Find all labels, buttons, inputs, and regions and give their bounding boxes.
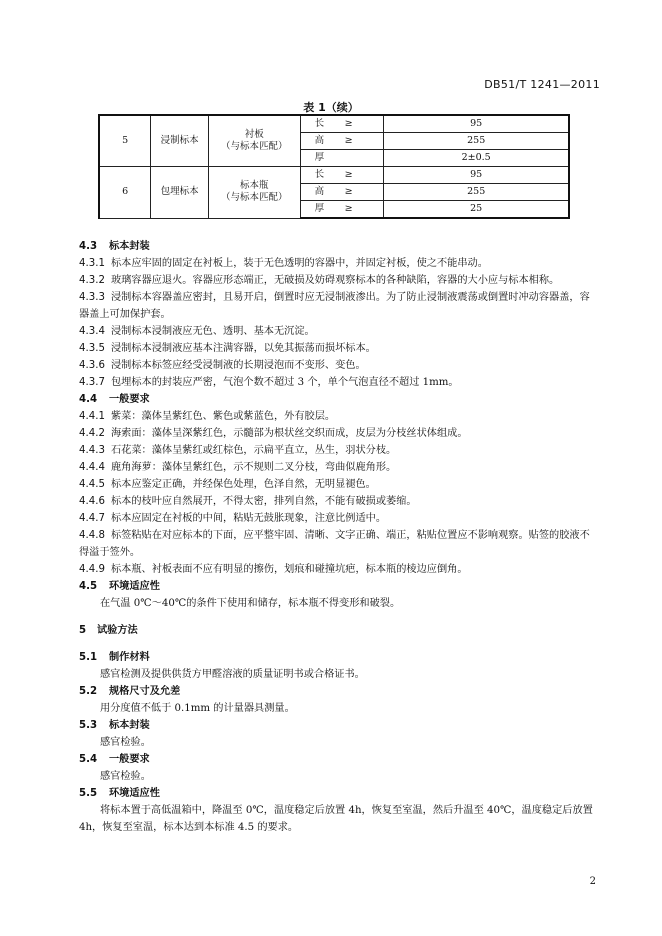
- table-cell-no: 6: [99, 167, 151, 219]
- table-cell-name: 浸制标本: [151, 115, 209, 167]
- clause-4-3-5: 4.3.5 浸制标本浸制液应基本注满容器，以免其振荡而损坏标本。: [79, 343, 376, 354]
- table-cell-value: 255: [384, 133, 569, 150]
- table-cell-dim: 长 ≥: [300, 115, 384, 133]
- table-cell-value: 95: [384, 115, 569, 133]
- table-cell-dim: 高 ≥: [300, 184, 384, 201]
- part-label: 衬板: [244, 129, 264, 140]
- clause-4-3-7: 4.3.7 包埋标本的封装应严密，气泡个数不超过 3 个，单个气泡直径不超过 1mm。: [79, 377, 459, 388]
- table-cell-dim: 厚: [300, 150, 384, 167]
- table-cell-dim: 高 ≥: [300, 133, 384, 150]
- section-heading-4-5: 4.5 环境适应性: [79, 581, 160, 592]
- clause-4-4-2: 4.4.2 海索面：藻体呈深紫红色，示髓部为根状丝交织而成，皮层为分枝丝状体组成。: [79, 428, 468, 439]
- clause-4-4-5: 4.4.5 标本应鉴定正确，并经保色处理，色泽自然，无明显褪色。: [79, 479, 376, 490]
- section-heading-5-5: 5.5 环境适应性: [79, 788, 160, 799]
- section-heading-5-2: 5.2 规格尺寸及允差: [79, 686, 181, 697]
- clause-4-4-4: 4.4.4 鹿角海萝：藻体呈紫红色，示不规则二叉分枝，弯曲似鹿角形。: [79, 462, 397, 473]
- table-row: [99, 115, 569, 133]
- document-body: [79, 238, 599, 836]
- table-cell-value: 2±0.5: [384, 150, 569, 167]
- clause-5-5-text: 将标本置于高低温箱中，降温至 0℃，温度稳定后放置 4h，恢复至室温，然后升温至 40℃，温度稳定后放置 4h，恢复至室温，标本达到本标准 4.5 的要求。: [79, 805, 593, 833]
- clause-4-3-4: 4.3.4 浸制标本浸制液应无色、透明、基本无沉淀。: [79, 326, 315, 337]
- table-cell-part: [208, 167, 300, 219]
- section-heading-5-3: 5.3 标本封装: [79, 720, 150, 731]
- clause-4-4-1: 4.4.1 紫菜：藻体呈紫红色、紫色或紫蓝色，外有胶层。: [79, 411, 336, 422]
- clause-4-3-1: 4.3.1 标本应牢固的固定在衬板上，装于无色透明的容器中，并固定衬板，使之不能串动。: [79, 258, 488, 269]
- clause-4-3-6: 4.3.6 浸制标本标签应经受浸制液的长期浸泡而不变形、变色。: [79, 360, 366, 371]
- document-code: DB51/T 1241—2011: [484, 78, 600, 91]
- section-heading-5-1: 5.1 制作材料: [79, 652, 150, 663]
- section-heading-5-4: 5.4 一般要求: [79, 754, 150, 765]
- page-number: 2: [589, 876, 596, 887]
- clause-5-4-text: 感官检验。: [100, 771, 151, 782]
- clause-4-3-2: 4.3.2 玻璃容器应退火。容器应形态端正，无破损及妨碍观察标本的各种缺陷，容器的大小应与标本相称。: [79, 275, 560, 286]
- clause-5-2-text: 用分度值不低于 0.1mm 的计量器具测量。: [100, 703, 295, 714]
- table-cell-value: 95: [384, 167, 569, 184]
- table-cell-no: 5: [99, 115, 151, 167]
- table-cell-value: 255: [384, 184, 569, 201]
- table-cell-value: 25: [384, 201, 569, 219]
- table-row: [99, 167, 569, 184]
- section-heading-4-3: 4.3 标本封装: [79, 241, 150, 252]
- part-label: 标本瓶: [240, 180, 269, 192]
- clause-4-4-8: 4.4.8 标签粘贴在对应标本的下面，应平整牢固、清晰、文字正确、端正，粘贴位置应不影响观察。贴签的胶液不得溢于签外。: [79, 530, 590, 558]
- clause-4-3-3: 4.3.3 浸制标本容器盖应密封，且易开启，倒置时应无浸制液渗出。为了防止浸制液震荡或倒置时冲动容器盖，容器盖上可加保护套。: [79, 292, 590, 320]
- clause-4-4-3: 4.4.3 石花菜：藻体呈紫红或红棕色，示扁平直立，丛生，羽状分枝。: [79, 445, 397, 456]
- part-note: （与标本匹配）: [221, 141, 288, 152]
- table-caption: 表 1（续）: [303, 101, 359, 114]
- clause-5-1-text: 感官检测及提供供货方甲醛溶液的质量证明书或合格证书。: [100, 669, 365, 680]
- part-note: （与标本匹配）: [221, 192, 288, 204]
- table-cell-name: 包埋标本: [151, 167, 209, 219]
- table-cell-dim: 厚 ≥: [300, 201, 384, 219]
- clause-4-4-9: 4.4.9 标本瓶、衬板表面不应有明显的擦伤，划痕和碰撞坑疤，标本瓶的棱边应倒角。: [79, 564, 468, 575]
- spec-table: [98, 114, 570, 219]
- section-heading-4-4: 4.4 一般要求: [79, 394, 150, 405]
- table-cell-dim: 长 ≥: [300, 167, 384, 184]
- section-heading-5: 5 试验方法: [79, 625, 138, 636]
- clause-4-4-6: 4.4.6 标本的枝叶应自然展开，不得太密，排列自然，不能有破损或萎缩。: [79, 496, 417, 507]
- clause-4-5-text: 在气温 0℃～40℃的条件下使用和储存，标本瓶不得变形和破裂。: [100, 598, 401, 609]
- clause-5-3-text: 感官检验。: [100, 737, 151, 748]
- table-cell-part: [208, 115, 300, 167]
- clause-4-4-7: 4.4.7 标本应固定在衬板的中间，粘贴无鼓胀现象，注意比例适中。: [79, 513, 387, 524]
